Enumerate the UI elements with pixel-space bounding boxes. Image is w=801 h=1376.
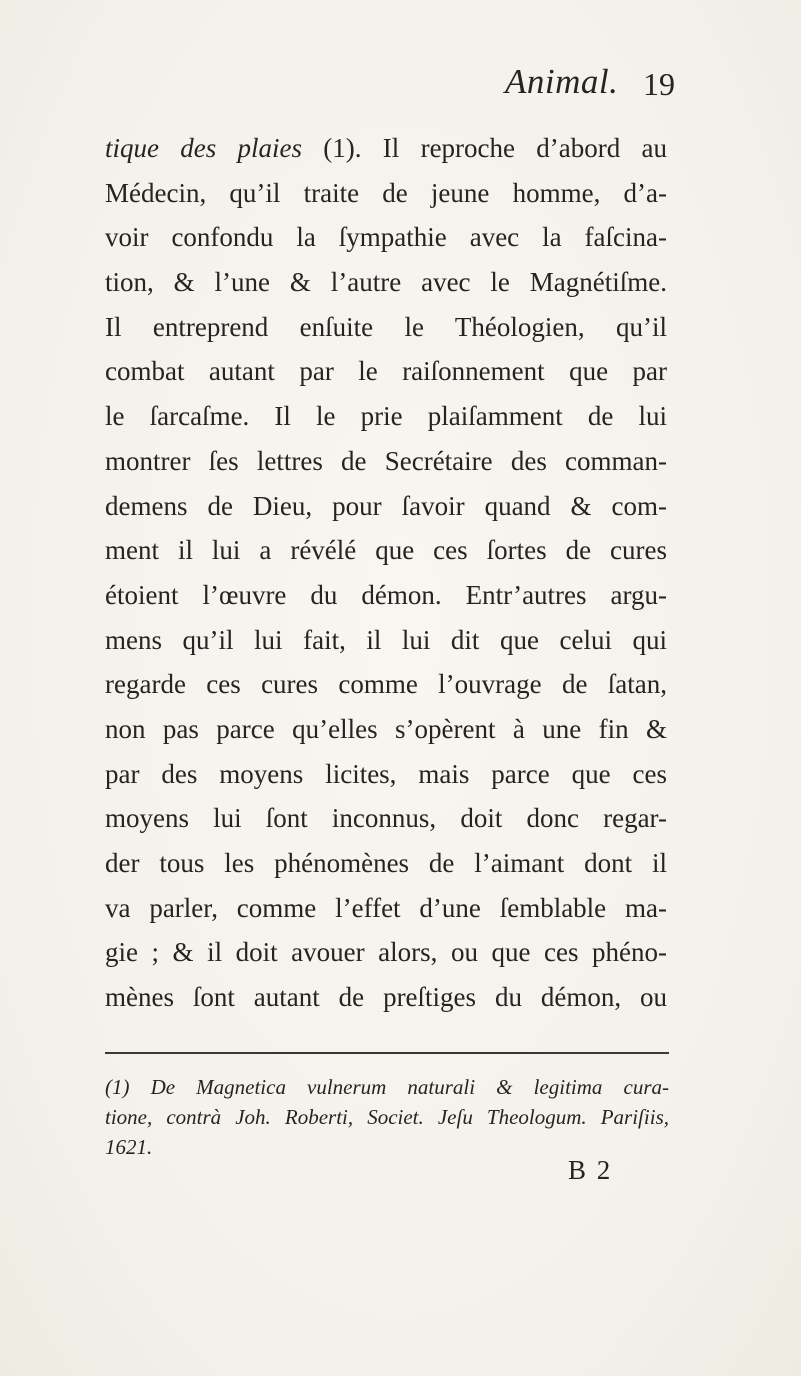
running-title: Animal. [505, 62, 619, 101]
body-line: Il entreprend enſuite le Théologien, qu’il [105, 311, 667, 342]
body-line: mens qu’il lui fait, il lui dit que celui qui [105, 624, 667, 655]
body-line: voir confondu la ſympathie avec la faſcina- [105, 222, 667, 253]
body-line: non pas parce qu’elles s’opèrent à une fin & [105, 713, 667, 744]
body-line: mènes ſont autant de preſtiges du démon, ou [105, 982, 667, 1013]
page-number: 19 [643, 66, 675, 102]
body-line: combat autant par le raiſonnement que par [105, 356, 667, 387]
footnote [105, 1072, 669, 1162]
body-line: der tous les phénomènes de l’aimant dont il [105, 848, 667, 878]
body-line: par des moyens licites, mais parce que ces [105, 758, 667, 789]
footnote-line: 1621. [105, 1135, 153, 1159]
body-text [105, 126, 667, 1020]
body-line: montrer ſes lettres de Secrétaire des comman- [105, 445, 667, 476]
book-title-italic: tique des plaies [105, 133, 303, 163]
body-line-rest: (1). Il reproche d’abord au [302, 133, 668, 163]
body-line: Médecin, qu’il traite de jeune homme, d’a- [105, 177, 667, 208]
body-line: étoient l’œuvre du démon. Entr’autres argu- [105, 579, 667, 610]
body-line: demens de Dieu, pour ſavoir quand & com- [105, 490, 667, 521]
body-line: gie ; & il doit avouer alors, ou que ces phéno- [105, 937, 667, 968]
body-line: va parler, comme l’effet d’une ſemblable ma- [105, 892, 667, 923]
signature-mark: B 2 [568, 1155, 613, 1185]
body-line: tion, & l’une & l’autre avec le Magnétiſme. [105, 267, 667, 298]
body-line [105, 126, 667, 171]
footnote-divider [105, 1052, 669, 1054]
page-header [0, 62, 801, 110]
body-line: ment il lui a révélé que ces ſortes de cures [105, 535, 667, 566]
body-line: regarde ces cures comme l’ouvrage de ſatan, [105, 669, 667, 700]
body-line: moyens lui ſont inconnus, doit donc regar- [105, 803, 667, 834]
body-line: le ſarcaſme. Il le prie plaiſamment de lui [105, 401, 667, 432]
footnote-line: (1) De Magnetica vulnerum naturali & legitima cura- [105, 1075, 669, 1099]
footnote-line: tione, contrà Joh. Roberti, Societ. Jeſu Theologum. Pariſiis, [105, 1105, 669, 1129]
